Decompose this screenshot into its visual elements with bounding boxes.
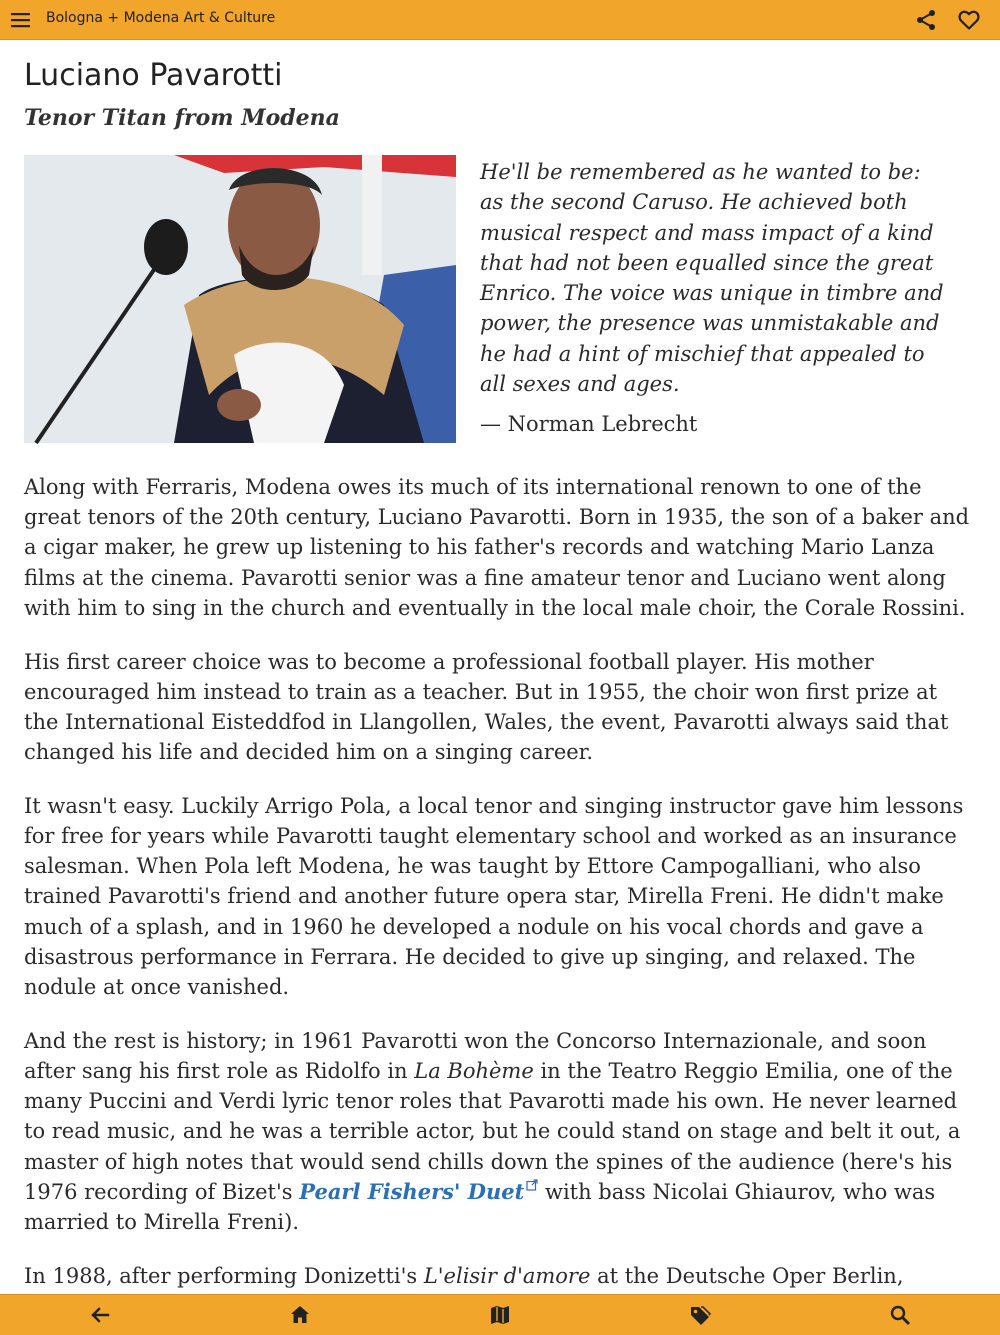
quote-attribution: — Norman Lebrecht	[480, 412, 698, 437]
paragraph-1: Along with Ferraris, Modena owes its much of its international renown to one of the great tenors of the 20th century, Luciano Pavarotti. Born in 1935, the son of a baker and a cigar maker, he grew up listening to his father's records and watching Mario Lanza films at the cinema. Pavarotti senior was a fine amateur tenor and Luciano went along with him to sing in the church and eventually in the local male choir, the Corale Rossini.	[24, 475, 970, 620]
tags-icon[interactable]	[689, 1304, 711, 1326]
pull-quote	[480, 155, 950, 439]
pearl-fishers-duet-link[interactable]: Pearl Fishers' Duet	[299, 1178, 525, 1204]
paragraph-5-text-b: at the Deutsche Oper Berlin,	[597, 1263, 904, 1288]
paragraph-2: His first career choice was to become a professional football player. His mother encouraged him instead to train as a teacher. But in 1955, the choir won first prize at the International Eisteddfod in Llangollen, Wales, the event, Pavarotti always said that changed his life and decided him on a singing career.	[24, 649, 949, 765]
hamburger-menu-icon[interactable]	[10, 9, 32, 31]
search-icon[interactable]	[889, 1304, 911, 1326]
share-icon[interactable]	[914, 8, 938, 32]
page-subtitle: Tenor Titan from Modena	[24, 105, 340, 131]
external-link-icon[interactable]	[526, 1179, 538, 1191]
paragraph-4	[24, 1026, 974, 1237]
map-icon[interactable]	[489, 1304, 511, 1326]
opera-title-elisir: L'elisir d'amore	[423, 1263, 591, 1288]
paragraph-5-text-a: In 1988, after performing Donizetti's	[24, 1263, 424, 1288]
back-arrow-icon[interactable]	[89, 1304, 111, 1326]
paragraph-4-text-a: And the rest is history; in 1961 Pavarotti won the Concorso Internazionale, and soon after sang his first role as Ridolfo in	[24, 1028, 927, 1083]
quote-text: He'll be remembered as he wanted to be: as the second Caruso. He achieved both musical respect and mass impact of a kind that had not been equalled since the great Enrico. The voice was unique in timbre and power, the presence was unmistakable and he had a hint of mischief that appealed to all sexes and ages.	[480, 160, 944, 397]
home-icon[interactable]	[289, 1304, 311, 1326]
bottom-navigation-bar	[0, 1294, 1000, 1335]
top-app-bar	[0, 0, 1000, 40]
opera-title-la-boheme: La Bohème	[414, 1058, 534, 1083]
page-title: Luciano Pavarotti	[24, 58, 283, 93]
paragraph-4-text-c: with bass Nicolai Ghiaurov, who was married to Mirella Freni).	[24, 1179, 936, 1234]
pavarotti-photo	[24, 155, 456, 443]
hero-section	[24, 155, 974, 450]
app-title: Bologna + Modena Art & Culture	[46, 10, 276, 26]
heart-outline-icon[interactable]	[957, 8, 981, 32]
article-content[interactable]	[24, 39, 974, 1294]
paragraph-4-text-b: in the Teatro Reggio Emilia, one of the many Puccini and Verdi lyric tenor roles that Pavarotti made his own. He never learned to read music, and he was a terrible actor, but he could stand on stage and belt it out, a master of high notes that would send chills down the spines of the audience (here's his 1976 recording of Bizet's	[24, 1058, 961, 1204]
paragraph-3: It wasn't easy. Luckily Arrigo Pola, a local tenor and singing instructor gave him lessons for free for years while Pavarotti taught elementary school and worked as an insurance salesman. When Pola left Modena, he was taught by Ettore Campogalliani, who also trained Pavarotti's friend and another future opera star, Mirella Freni. He didn't make much of a splash, and in 1960 he developed a nodule on his vocal chords and gave a disastrous performance in Ferrara. He decided to give up singing, and relaxed. The nodule at once vanished.	[24, 793, 964, 1000]
